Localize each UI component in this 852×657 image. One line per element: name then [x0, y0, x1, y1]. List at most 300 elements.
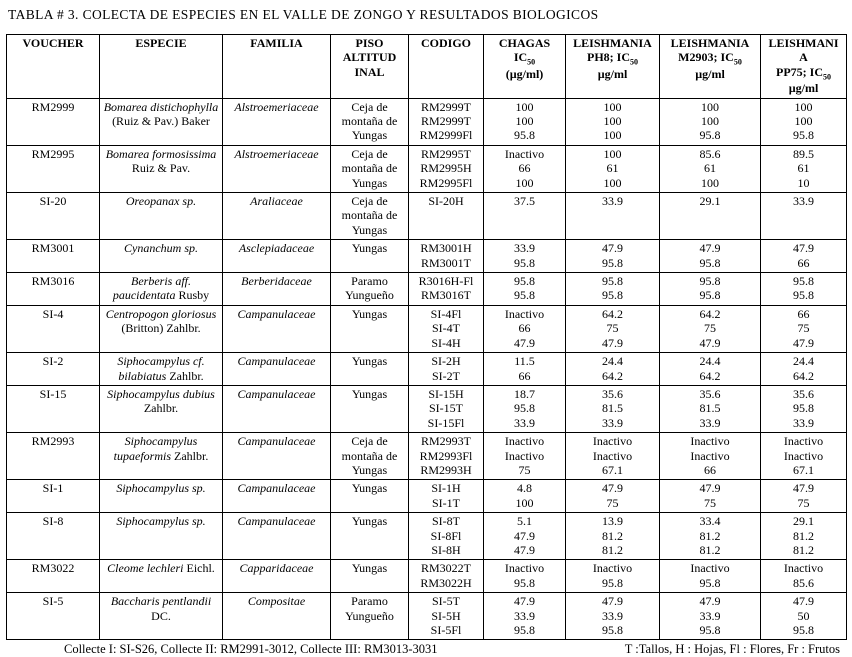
species-cell — [100, 593, 223, 640]
species-cell — [100, 433, 223, 480]
voucher-cell — [7, 305, 100, 352]
header-line: PISO — [355, 36, 384, 50]
familia-cell — [223, 305, 331, 352]
voucher-label: SI-15 — [39, 386, 67, 401]
pp75-cell — [761, 240, 847, 273]
familia-cell — [223, 593, 331, 640]
codigo-value: RM2995Fl — [419, 175, 473, 190]
m2903-value: 95.8 — [699, 255, 721, 270]
ph8-cell — [566, 513, 660, 560]
familia-cell — [223, 353, 331, 386]
ph8-value: Inactivo — [592, 434, 633, 449]
ph8-value: 67.1 — [602, 462, 623, 477]
familia-cell — [223, 145, 331, 192]
col-header-leishmania-m2903 — [660, 35, 761, 99]
col-header-familia: FAMILIA — [223, 35, 331, 99]
ph8-value: 24.4 — [602, 354, 623, 369]
chagas-value: 95.8 — [514, 575, 535, 590]
codigo-value: SI-15H — [428, 386, 464, 401]
m2903-value: 35.6 — [699, 386, 721, 401]
header-line: PP75; $IC_{50}$ — [776, 64, 831, 82]
pp75-value: Inactivo — [783, 434, 824, 449]
piso-cell — [331, 98, 409, 145]
chagas-cell — [484, 98, 566, 145]
species-cell — [100, 240, 223, 273]
chagas-value: 5.1 — [517, 514, 532, 529]
pp75-value: 81.2 — [793, 528, 814, 543]
familia-cell — [223, 240, 331, 273]
codigo-cell — [409, 560, 484, 593]
ph8-cell — [566, 480, 660, 513]
piso-label: Ceja de montaña de Yungas — [341, 99, 398, 143]
voucher-cell — [7, 273, 100, 306]
codigo-value: SI-20H — [428, 194, 464, 209]
pp75-value: 10 — [797, 175, 810, 190]
pp75-value: 35.6 — [793, 386, 814, 401]
chagas-cell — [484, 593, 566, 640]
species-cell — [100, 145, 223, 192]
ph8-cell — [566, 385, 660, 432]
pp75-value: 33.9 — [793, 194, 814, 209]
voucher-cell — [7, 145, 100, 192]
ph8-value: 35.6 — [602, 386, 623, 401]
pp75-value: 64.2 — [793, 368, 814, 383]
pp75-value: 47.9 — [793, 241, 814, 256]
ph8-value: 100 — [603, 146, 622, 161]
ic50-subscript: 50 — [630, 57, 638, 67]
table-footnotes — [6, 640, 846, 657]
m2903-cell — [660, 240, 761, 273]
species-name: Siphocampylus tupaeformis — [113, 434, 198, 463]
species-table-body — [7, 98, 847, 640]
piso-label: Yungas — [351, 354, 388, 369]
m2903-value: Inactivo — [690, 448, 730, 463]
ic50-subscript: 50 — [733, 57, 742, 67]
header-line: ALTITUD — [342, 50, 397, 65]
m2903-value: 66 — [704, 462, 716, 477]
voucher-label: SI-8 — [42, 514, 64, 529]
pp75-value: 66 — [797, 306, 810, 321]
m2903-value: 47.9 — [699, 481, 721, 496]
ic50-subscript: 50 — [527, 57, 536, 67]
pp75-value: 47.9 — [793, 481, 814, 496]
chagas-cell — [484, 145, 566, 192]
codigo-value: SI-1T — [432, 495, 460, 510]
chagas-value: 75 — [518, 462, 531, 477]
piso-cell — [331, 560, 409, 593]
pp75-value: 100 — [794, 99, 813, 114]
codigo-cell — [409, 305, 484, 352]
m2903-cell — [660, 593, 761, 640]
piso-label: Ceja de montaña de Yungas — [341, 146, 398, 190]
species-author: Ruiz & Pav. — [131, 161, 191, 176]
species-row — [7, 593, 847, 640]
pp75-value: 33.9 — [793, 415, 814, 430]
piso-cell — [331, 385, 409, 432]
m2903-value: 64.2 — [699, 306, 721, 321]
codigo-cell — [409, 98, 484, 145]
codigo-value: R3016H-Fl — [418, 274, 474, 289]
familia-cell — [223, 193, 331, 240]
codigo-cell — [409, 273, 484, 306]
species-cell — [100, 353, 223, 386]
familia-label: Campanulaceae — [237, 354, 316, 369]
codigo-value: SI-15Fl — [427, 415, 465, 430]
voucher-cell — [7, 240, 100, 273]
voucher-label: SI-20 — [39, 194, 67, 209]
ph8-cell — [566, 145, 660, 192]
ph8-value: 81.2 — [602, 528, 623, 543]
chagas-value: Inactivo — [504, 561, 545, 576]
pp75-value: 47.9 — [793, 335, 814, 350]
piso-label: Ceja de montaña de Yungas — [341, 194, 398, 237]
chagas-value: 33.9 — [514, 608, 535, 623]
species-results-table — [6, 34, 847, 640]
header-line: A — [799, 50, 808, 65]
voucher-cell — [7, 353, 100, 386]
col-header-especie: ESPECIE — [100, 35, 223, 99]
pp75-cell — [761, 385, 847, 432]
familia-cell — [223, 560, 331, 593]
codigo-value: SI-4Fl — [430, 306, 462, 321]
piso-cell — [331, 240, 409, 273]
species-row — [7, 385, 847, 432]
species-name: Oreopanax sp. — [125, 194, 197, 209]
familia-label: Compositae — [247, 594, 306, 609]
codigo-value: SI-4H — [431, 335, 461, 350]
chagas-value: Inactivo — [504, 434, 545, 449]
codigo-value: RM3001T — [420, 255, 471, 270]
voucher-label: SI-4 — [42, 306, 64, 321]
ph8-value: 64.2 — [602, 368, 623, 383]
voucher-label: RM2993 — [31, 434, 75, 449]
chagas-value: 37.5 — [514, 194, 535, 209]
m2903-cell — [660, 353, 761, 386]
species-name: Siphocampylus sp. — [116, 514, 206, 529]
chagas-value: 95.8 — [514, 623, 535, 638]
ph8-cell — [566, 353, 660, 386]
col-header-codigo: CODIGO — [409, 35, 484, 99]
codigo-value: SI-5H — [431, 608, 461, 623]
header-line: µg/ml — [788, 81, 819, 96]
familia-cell — [223, 480, 331, 513]
chagas-value: Inactivo — [504, 306, 545, 321]
codigo-value: RM2999T — [420, 99, 471, 114]
species-author: Zahlbr. — [143, 401, 179, 416]
m2903-value: 85.6 — [699, 146, 721, 161]
ph8-value: 100 — [603, 128, 622, 143]
voucher-label: RM3001 — [31, 241, 75, 256]
pp75-value: 89.5 — [793, 146, 814, 161]
pp75-value: Inactivo — [783, 448, 824, 463]
chagas-value: 47.9 — [514, 594, 535, 609]
piso-cell — [331, 353, 409, 386]
ph8-value: 81.2 — [602, 542, 623, 557]
codigo-value: RM2999T — [420, 114, 471, 129]
chagas-value: 47.9 — [514, 335, 535, 350]
chagas-value: Inactivo — [504, 448, 545, 463]
ph8-value: 75 — [606, 321, 619, 336]
ph8-value: 95.8 — [602, 274, 623, 289]
species-author: DC. — [151, 608, 171, 623]
pp75-value: 47.9 — [793, 594, 814, 609]
m2903-cell — [660, 433, 761, 480]
pp75-cell — [761, 560, 847, 593]
pp75-cell — [761, 513, 847, 560]
pp75-value: 50 — [797, 608, 810, 623]
ph8-cell — [566, 560, 660, 593]
familia-cell — [223, 98, 331, 145]
m2903-value: 100 — [701, 99, 719, 114]
familia-label: Capparidaceae — [239, 561, 314, 576]
m2903-value: 47.9 — [699, 335, 721, 350]
ph8-value: 33.9 — [602, 415, 623, 430]
familia-cell — [223, 273, 331, 306]
m2903-value: 24.4 — [699, 354, 721, 369]
species-author: Zahlbr. — [169, 368, 204, 383]
piso-cell — [331, 433, 409, 480]
species-cell — [100, 305, 223, 352]
species-row — [7, 98, 847, 145]
codigo-value: RM2993Fl — [419, 448, 473, 463]
codigo-value: SI-1H — [431, 481, 461, 496]
voucher-label: SI-5 — [42, 594, 64, 609]
m2903-value: 64.2 — [699, 368, 721, 383]
ph8-cell — [566, 593, 660, 640]
voucher-label: RM3022 — [31, 561, 75, 576]
piso-label: Yungas — [351, 481, 388, 496]
codigo-value: SI-8T — [432, 514, 460, 529]
piso-cell — [331, 480, 409, 513]
species-name: Bomarea formosissima — [105, 146, 217, 161]
chagas-value: 33.9 — [514, 415, 535, 430]
chagas-value: 66 — [518, 161, 531, 176]
species-row — [7, 560, 847, 593]
chagas-value: 33.9 — [514, 241, 535, 256]
codigo-cell — [409, 353, 484, 386]
pp75-value: 81.2 — [793, 542, 814, 557]
ph8-value: 100 — [603, 99, 622, 114]
familia-label: Alstroemeriaceae — [234, 146, 319, 161]
chagas-cell — [484, 240, 566, 273]
species-row — [7, 433, 847, 480]
m2903-value: Inactivo — [690, 434, 730, 449]
header-line: LEISHMANIA — [573, 36, 652, 50]
codigo-cell — [409, 480, 484, 513]
codigo-cell — [409, 385, 484, 432]
piso-label: Yungas — [351, 386, 388, 401]
ph8-cell — [566, 433, 660, 480]
ph8-value: 61 — [606, 161, 619, 176]
species-name: Siphocampylus dubius — [107, 386, 215, 401]
chagas-value: 100 — [515, 99, 534, 114]
m2903-cell — [660, 193, 761, 240]
m2903-value: 29.1 — [699, 194, 721, 209]
ph8-value: 47.9 — [602, 594, 623, 609]
ph8-cell — [566, 273, 660, 306]
voucher-cell — [7, 513, 100, 560]
codigo-value: SI-2H — [431, 354, 461, 369]
codigo-value: RM2993T — [420, 434, 471, 449]
familia-label: Berberidaceae — [241, 274, 312, 289]
m2903-cell — [660, 98, 761, 145]
voucher-cell — [7, 98, 100, 145]
pp75-cell — [761, 480, 847, 513]
pp75-cell — [761, 593, 847, 640]
piso-cell — [331, 193, 409, 240]
ph8-value: 33.9 — [602, 194, 623, 209]
m2903-cell — [660, 273, 761, 306]
table-title: TABLA # 3. COLECTA DE ESPECIES EN EL VALLE DE ZONGO Y RESULTADOS BIOLOGICOS — [8, 7, 599, 22]
piso-label: Paramo Yungueño — [345, 274, 394, 303]
chagas-cell — [484, 433, 566, 480]
m2903-value: 61 — [704, 161, 716, 176]
familia-cell — [223, 385, 331, 432]
piso-label: Paramo Yungueño — [345, 594, 394, 623]
familia-cell — [223, 433, 331, 480]
header-line: µg/ml — [597, 66, 628, 81]
codigo-value: SI-5T — [432, 594, 460, 609]
col-header-voucher: VOUCHER — [7, 35, 100, 99]
ph8-value: 64.2 — [602, 306, 623, 321]
codigo-value: RM3022T — [420, 561, 471, 576]
species-cell — [100, 385, 223, 432]
ph8-value: 13.9 — [602, 514, 623, 529]
m2903-value: 75 — [704, 495, 716, 510]
ph8-value: 95.8 — [602, 623, 623, 638]
ph8-value: 47.9 — [602, 481, 623, 496]
voucher-label: SI-1 — [42, 481, 64, 496]
species-author: (Britton) Zahlbr. — [121, 321, 201, 336]
header-row — [7, 35, 847, 99]
pp75-value: 66 — [797, 255, 810, 270]
pp75-cell — [761, 433, 847, 480]
pp75-value: 95.8 — [793, 128, 814, 143]
piso-cell — [331, 145, 409, 192]
m2903-value: 33.9 — [699, 608, 721, 623]
familia-label: Asclepiadaceae — [238, 241, 315, 256]
species-row — [7, 193, 847, 240]
codigo-value: SI-15T — [429, 401, 463, 416]
col-header-chagas — [484, 35, 566, 99]
voucher-label: SI-2 — [42, 354, 64, 369]
chagas-value: 95.8 — [514, 401, 535, 416]
species-name: Siphocampylus cf. bilabiatus — [117, 354, 205, 383]
chagas-value: 47.9 — [514, 542, 535, 557]
familia-label: Alstroemeriaceae — [234, 99, 319, 114]
familia-label: Campanulaceae — [237, 386, 316, 401]
piso-label: Yungas — [351, 241, 388, 256]
ph8-value: Inactivo — [592, 561, 633, 576]
ic50-subscript: 50 — [823, 72, 831, 82]
pp75-cell — [761, 305, 847, 352]
ph8-value: 75 — [606, 495, 619, 510]
familia-label: Araliaceae — [250, 194, 303, 209]
codigo-value: RM2995H — [420, 161, 472, 176]
chagas-cell — [484, 353, 566, 386]
m2903-value: 47.9 — [699, 241, 721, 256]
piso-cell — [331, 513, 409, 560]
codigo-value: SI-8Fl — [430, 528, 462, 543]
chagas-cell — [484, 480, 566, 513]
species-cell — [100, 273, 223, 306]
familia-cell — [223, 513, 331, 560]
chagas-value: 66 — [518, 368, 531, 383]
codigo-cell — [409, 240, 484, 273]
ph8-cell — [566, 193, 660, 240]
chagas-value: 4.8 — [517, 481, 532, 496]
codigo-value: SI-5Fl — [430, 623, 462, 638]
m2903-cell — [660, 145, 761, 192]
codigo-value: SI-8H — [431, 542, 461, 557]
chagas-value: 66 — [518, 321, 531, 336]
codigo-value: RM2993H — [420, 462, 472, 477]
codigo-value: SI-2T — [432, 368, 460, 383]
header-line: PH8; $IC_{50}$ — [587, 50, 638, 67]
species-name: Berberis aff. paucidentata — [112, 274, 191, 303]
chagas-value: 95.8 — [514, 288, 535, 303]
codigo-value: RM3016T — [420, 288, 471, 303]
ph8-cell — [566, 98, 660, 145]
chagas-cell — [484, 513, 566, 560]
species-cell — [100, 193, 223, 240]
piso-label: Yungas — [351, 514, 388, 529]
chagas-value: 95.8 — [514, 274, 535, 289]
m2903-value: 95.8 — [699, 575, 721, 590]
codigo-cell — [409, 145, 484, 192]
chagas-cell — [484, 385, 566, 432]
species-name: Bomarea distichophylla — [103, 99, 219, 114]
chagas-value: 95.8 — [514, 255, 535, 270]
pp75-value: 95.8 — [793, 288, 814, 303]
m2903-cell — [660, 385, 761, 432]
species-row — [7, 240, 847, 273]
pp75-value: Inactivo — [783, 561, 824, 576]
pp75-cell — [761, 98, 847, 145]
m2903-value: 81.2 — [699, 528, 721, 543]
m2903-cell — [660, 480, 761, 513]
chagas-value: 11.5 — [514, 354, 535, 369]
m2903-value: 95.8 — [699, 274, 721, 289]
m2903-value: 95.8 — [699, 288, 721, 303]
ph8-value: 95.8 — [602, 255, 623, 270]
piso-label: Yungas — [351, 561, 388, 576]
familia-label: Campanulaceae — [237, 481, 316, 496]
pp75-value: 95.8 — [793, 274, 814, 289]
familia-label: Campanulaceae — [237, 434, 316, 449]
chagas-value: 47.9 — [514, 528, 535, 543]
pp75-value: 85.6 — [793, 575, 814, 590]
species-author: Eichl. — [186, 561, 215, 576]
chagas-value: Inactivo — [504, 146, 545, 161]
ph8-cell — [566, 240, 660, 273]
ph8-value: 100 — [603, 114, 622, 129]
codigo-value: RM3001H — [420, 241, 472, 256]
m2903-value: 47.9 — [699, 594, 721, 609]
piso-cell — [331, 273, 409, 306]
ph8-cell — [566, 305, 660, 352]
ph8-value: 47.9 — [602, 241, 623, 256]
ph8-value: Inactivo — [592, 448, 633, 463]
m2903-value: Inactivo — [690, 561, 730, 576]
chagas-cell — [484, 560, 566, 593]
header-line: CHAGAS — [498, 36, 551, 50]
ph8-value: 95.8 — [602, 575, 623, 590]
species-name: Cynanchum sp. — [124, 241, 198, 256]
pp75-value: 95.8 — [793, 623, 814, 638]
voucher-cell — [7, 593, 100, 640]
m2903-value: 100 — [701, 114, 719, 129]
